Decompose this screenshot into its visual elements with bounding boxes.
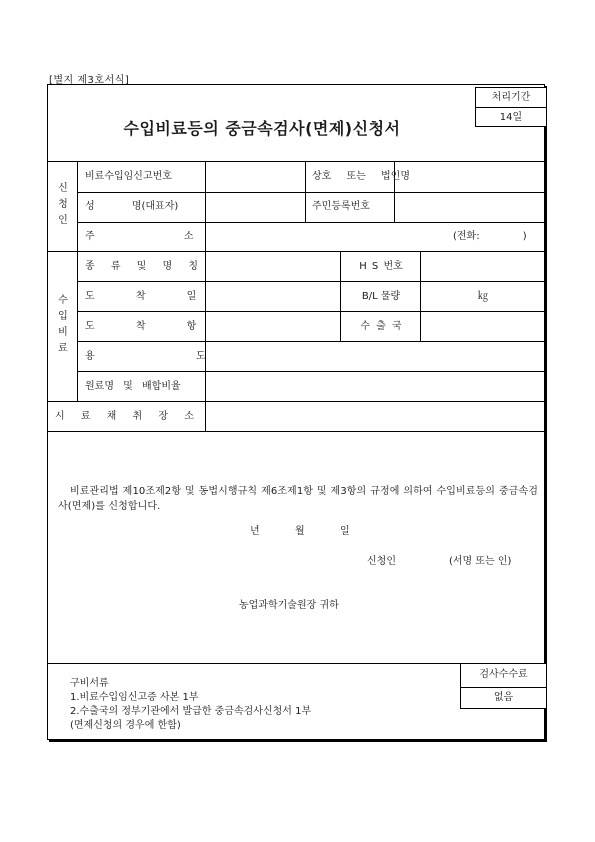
arrival-port-field[interactable] — [205, 312, 340, 340]
resident-number-label: 주민등록번호 — [312, 201, 370, 212]
arrival-date-label: 도 착 일 — [85, 291, 197, 302]
recipient-line: 농업과학기술원장 귀하 — [239, 600, 339, 611]
signature-label: 신청인 — [367, 556, 396, 567]
phone-label: (전화: ) — [453, 231, 527, 242]
hs-number-label: H S 번호 — [359, 261, 403, 272]
documents-title: 구비서류 — [70, 678, 109, 689]
product-kind-label: 종 류 및 명 칭 — [85, 261, 203, 272]
signature-hint: (서명 또는 인) — [449, 556, 512, 567]
company-name-label: 상호 또는 법인명 — [312, 171, 410, 182]
processing-period-box — [475, 87, 547, 127]
declaration-text: 비료관리법 제10조제2항 및 동법시행규칙 제6조제1항 및 제3항의 규정에 의하여 수입비료등의 중금속검사(면제)를 신청합니다. — [58, 486, 538, 512]
arrival-port-label: 도 착 항 — [85, 321, 197, 332]
processing-period-label: 처리기간 — [491, 92, 531, 103]
address-field[interactable] — [205, 223, 455, 250]
inspection-fee-label: 검사수수료 — [479, 669, 528, 680]
divider-section — [48, 431, 546, 432]
form-number-label: [별지 제3호서식] — [49, 75, 130, 86]
processing-period-value: 14일 — [499, 112, 523, 123]
application-form — [47, 84, 545, 740]
use-field[interactable] — [205, 342, 545, 370]
documents-item: 1.비료수입임신고증 사본 1부 — [70, 692, 199, 703]
applicant-section-label: 신 청 인 — [58, 183, 68, 226]
column-line — [340, 251, 341, 341]
company-name-field[interactable] — [395, 163, 545, 191]
date-year: 년 — [250, 526, 260, 537]
applicant-name-field[interactable] — [205, 193, 305, 221]
date-day: 일 — [340, 526, 350, 537]
report-number-field[interactable] — [205, 163, 305, 191]
report-number-label: 비료수입임신고번호 — [85, 171, 172, 182]
applicant-name-label: 성 명(대표자) — [85, 201, 179, 212]
export-country-label: 수 출 국 — [360, 321, 402, 332]
export-country-field[interactable] — [421, 312, 545, 340]
import-section-label: 수 입 비 료 — [58, 295, 68, 354]
hs-number-field[interactable] — [421, 252, 545, 280]
documents-item: (면제신청의 경우에 한함) — [70, 720, 181, 731]
documents-item: 2.수출국의 정부기관에서 발급한 중금속검사신청서 1부 — [70, 706, 312, 717]
form-title: 수입비료등의 중금속검사(면제)신청서 — [123, 119, 401, 138]
resident-number-field[interactable] — [395, 193, 545, 221]
ingredient-label: 원료명 및 배합비율 — [85, 381, 181, 392]
inspection-fee-box — [460, 663, 547, 709]
address-label: 주 소 — [85, 231, 194, 242]
column-line — [305, 161, 306, 222]
sample-place-field[interactable] — [205, 402, 545, 430]
ingredient-field[interactable] — [205, 372, 545, 400]
arrival-date-field[interactable] — [205, 282, 340, 310]
divider-header — [48, 161, 546, 162]
section-label-column-line — [77, 161, 78, 401]
bl-quantity-unit: ㎏ — [478, 291, 488, 302]
date-month: 월 — [295, 526, 305, 537]
bl-quantity-label: B/L 물량 — [361, 291, 401, 302]
use-label: 용 도 — [85, 351, 206, 362]
sample-place-label: 시 료 채 취 장 소 — [55, 411, 194, 422]
inspection-fee-value: 없음 — [493, 692, 514, 703]
product-kind-field[interactable] — [205, 252, 340, 280]
